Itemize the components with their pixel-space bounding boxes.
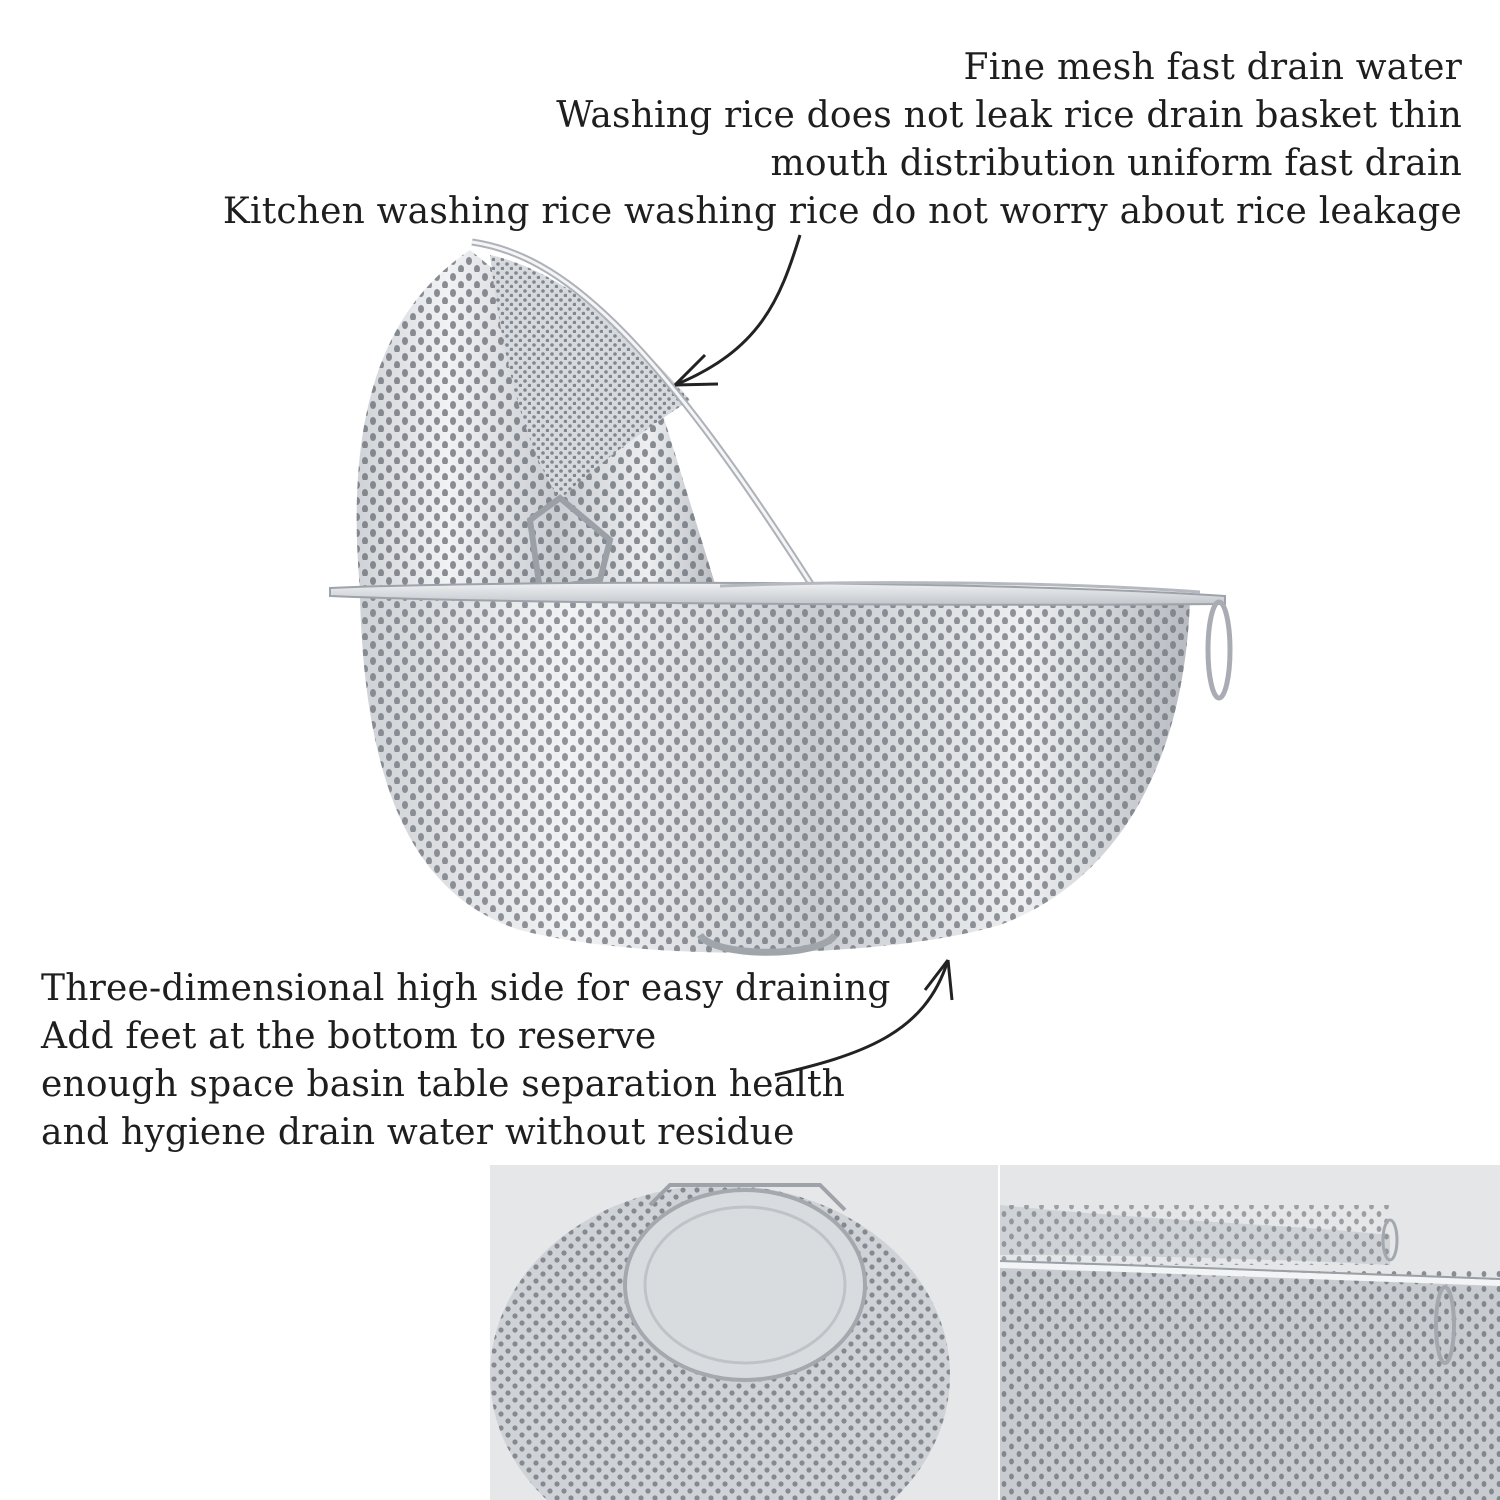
bottom-caption-line-3: enough space basin table separation health (41, 1064, 846, 1105)
strainer-basket (340, 240, 820, 610)
bottom-caption-line-1: Three-dimensional high side for easy draining (41, 968, 891, 1009)
colander-bowl (330, 583, 1230, 970)
bottom-caption-line-4: and hygiene drain water without residue (41, 1112, 795, 1153)
top-caption-line-3: mouth distribution uniform fast drain (770, 143, 1462, 184)
bottom-caption-line-2: Add feet at the bottom to reserve (41, 1016, 657, 1057)
arrow-top-icon (675, 235, 800, 385)
detail-photo-underside (490, 1165, 998, 1500)
rim-illustration (1000, 1165, 1500, 1500)
top-caption-line-4: Kitchen washing rice washing rice do not worry about rice leakage (222, 191, 1462, 232)
top-caption-line-2: Washing rice does not leak rice drain basket thin (556, 95, 1462, 136)
detail-photo-rim (1000, 1165, 1500, 1500)
bottom-caption (41, 965, 891, 1157)
underside-illustration (490, 1165, 998, 1500)
top-caption-line-1: Fine mesh fast drain water (963, 47, 1462, 88)
